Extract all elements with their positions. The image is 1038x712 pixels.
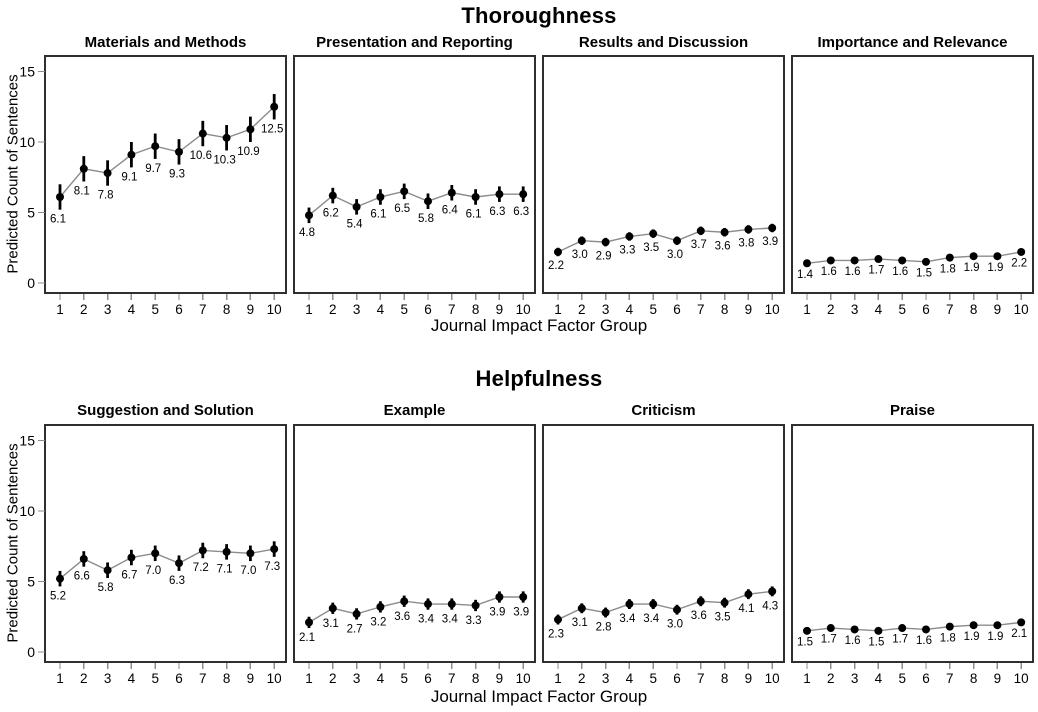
- x-tick-label: 6: [175, 302, 183, 317]
- y-tick-label: 0: [27, 644, 35, 660]
- y-tick-label: 10: [19, 134, 35, 150]
- data-point: [305, 618, 313, 626]
- data-label: 6.6: [73, 570, 90, 583]
- x-tick-label: 6: [424, 671, 432, 686]
- panel-title-praise: Praise: [889, 402, 936, 419]
- x-tick-label: 3: [352, 302, 361, 317]
- data-point: [400, 597, 408, 605]
- x-tick-label: 4: [625, 671, 634, 686]
- x-tick-label: 10: [1013, 671, 1029, 686]
- x-tick-label: 8: [969, 302, 978, 317]
- x-axis-label-bottom: Journal Impact Factor Group: [430, 687, 648, 706]
- data-label: 3.8: [738, 237, 755, 250]
- x-tick-label: 6: [673, 671, 681, 686]
- x-tick-label: 2: [329, 671, 337, 686]
- data-point: [851, 625, 859, 633]
- y-tick-label: 15: [19, 63, 35, 80]
- data-label: 5.2: [50, 590, 66, 603]
- data-point: [625, 232, 633, 240]
- data-point: [578, 237, 586, 245]
- data-label: 3.5: [643, 241, 660, 254]
- x-tick-label: 10: [266, 671, 282, 686]
- data-label: 8.1: [73, 185, 90, 198]
- y-tick-label: 5: [27, 204, 35, 221]
- data-label: 7.3: [264, 560, 281, 573]
- data-label: 3.9: [489, 606, 506, 619]
- data-point: [223, 134, 231, 142]
- x-tick-label: 2: [80, 671, 88, 686]
- data-label: 3.4: [619, 612, 636, 625]
- data-label: 3.0: [571, 248, 588, 261]
- data-point: [353, 610, 361, 618]
- data-label: 6.7: [121, 569, 138, 582]
- x-tick-label: 9: [246, 302, 255, 317]
- plot-row-helpfulness: [0, 356, 1038, 712]
- data-point: [519, 593, 527, 601]
- x-tick-label: 6: [175, 671, 183, 686]
- data-point: [151, 142, 159, 150]
- x-tick-label: 9: [246, 671, 255, 686]
- y-tick-label: 15: [19, 432, 35, 449]
- data-label: 2.8: [595, 621, 612, 634]
- data-point: [946, 623, 954, 631]
- y-axis-label-bottom: Predicted Count of Sentences: [4, 443, 22, 643]
- x-tick-label: 7: [448, 302, 456, 317]
- data-label: 6.1: [465, 208, 482, 221]
- x-tick-label: 1: [554, 302, 562, 317]
- data-point: [625, 600, 633, 608]
- data-label: 6.2: [322, 207, 339, 220]
- data-label: 5.8: [97, 581, 114, 594]
- panel-border: [45, 56, 286, 293]
- data-point: [993, 252, 1001, 260]
- data-label: 6.3: [169, 574, 185, 587]
- x-tick-label: 10: [1013, 302, 1029, 317]
- data-point: [649, 230, 657, 238]
- data-label: 1.6: [844, 266, 861, 279]
- x-tick-label: 4: [127, 671, 136, 686]
- x-tick-label: 1: [305, 671, 313, 686]
- data-label: 1.5: [797, 636, 813, 649]
- data-label: 2.2: [1011, 257, 1028, 270]
- x-tick-label: 1: [305, 302, 313, 317]
- row-title-helpfulness: Helpfulness: [475, 366, 603, 391]
- x-tick-label: 1: [56, 671, 64, 686]
- data-point: [851, 256, 859, 264]
- data-point: [827, 624, 835, 632]
- data-label: 7.1: [216, 563, 233, 576]
- data-point: [874, 255, 882, 263]
- x-tick-label: 1: [803, 671, 811, 686]
- data-label: 2.2: [548, 260, 564, 273]
- x-tick-label: 7: [199, 302, 207, 317]
- data-point: [56, 575, 64, 583]
- data-point: [649, 600, 657, 608]
- data-label: 6.4: [441, 204, 458, 217]
- x-tick-label: 4: [376, 671, 385, 686]
- x-tick-label: 10: [764, 671, 780, 686]
- data-label: 2.3: [548, 628, 564, 641]
- x-tick-label: 10: [515, 671, 531, 686]
- data-point: [329, 604, 337, 612]
- data-label: 3.1: [571, 617, 588, 630]
- x-tick-label: 2: [578, 302, 586, 317]
- x-tick-label: 7: [697, 302, 705, 317]
- x-tick-label: 3: [850, 671, 859, 686]
- data-point: [127, 554, 135, 562]
- data-label: 10.9: [237, 146, 260, 158]
- data-point: [104, 566, 112, 574]
- data-point: [270, 103, 278, 111]
- x-tick-label: 3: [103, 671, 112, 686]
- data-point: [80, 165, 88, 173]
- x-tick-label: 10: [266, 302, 282, 317]
- data-point: [874, 627, 882, 635]
- data-point: [803, 259, 811, 267]
- x-tick-label: 1: [56, 302, 64, 317]
- x-tick-label: 7: [946, 302, 954, 317]
- data-label: 1.8: [939, 263, 956, 276]
- data-point: [697, 227, 705, 235]
- data-point: [495, 593, 503, 601]
- x-tick-label: 5: [151, 671, 159, 686]
- data-point: [199, 546, 207, 554]
- data-label: 1.9: [963, 630, 980, 643]
- panel-title-results-and-discussion: Results and Discussion: [578, 34, 749, 51]
- data-point: [898, 256, 906, 264]
- data-label: 1.5: [916, 267, 932, 280]
- data-label: 1.7: [820, 633, 837, 646]
- data-point: [400, 187, 408, 195]
- data-point: [803, 627, 811, 635]
- data-label: 3.4: [643, 612, 660, 625]
- x-tick-label: 3: [601, 302, 610, 317]
- data-point: [768, 587, 776, 595]
- x-tick-label: 9: [495, 671, 504, 686]
- data-point: [673, 237, 681, 245]
- data-label: 3.1: [322, 617, 339, 630]
- x-tick-label: 5: [898, 302, 906, 317]
- data-point: [602, 609, 610, 617]
- data-label: 4.3: [762, 600, 779, 613]
- data-label: 10.3: [213, 154, 236, 167]
- data-point: [472, 193, 480, 201]
- row-title-thoroughness: Thoroughness: [461, 3, 617, 28]
- data-label: 7.8: [97, 189, 114, 202]
- data-label: 5.8: [418, 212, 434, 225]
- x-tick-label: 7: [199, 671, 207, 686]
- data-point: [424, 197, 432, 205]
- x-tick-label: 6: [922, 671, 930, 686]
- data-label: 3.2: [370, 616, 387, 629]
- data-label: 9.1: [121, 171, 138, 184]
- data-label: 5.4: [346, 218, 363, 231]
- x-tick-label: 1: [803, 302, 811, 317]
- x-tick-label: 9: [993, 671, 1002, 686]
- data-label: 4.8: [299, 227, 315, 240]
- x-tick-label: 8: [720, 302, 729, 317]
- data-point: [495, 190, 503, 198]
- data-label: 1.7: [868, 264, 885, 277]
- data-label: 3.0: [667, 618, 683, 631]
- data-point: [1017, 248, 1025, 256]
- data-label: 3.4: [441, 613, 458, 626]
- data-point: [673, 606, 681, 614]
- data-label: 1.6: [892, 266, 909, 279]
- data-label: 1.9: [987, 261, 1004, 274]
- data-label: 3.6: [714, 240, 731, 253]
- x-tick-label: 4: [376, 302, 385, 317]
- x-tick-label: 9: [993, 302, 1002, 317]
- data-label: 1.6: [844, 635, 861, 648]
- x-tick-label: 5: [649, 302, 657, 317]
- x-tick-label: 8: [222, 671, 231, 686]
- data-label: 6.5: [394, 203, 411, 216]
- data-label: 10.6: [189, 150, 212, 163]
- panel-title-suggestion-and-solution: Suggestion and Solution: [77, 402, 254, 419]
- x-tick-label: 3: [601, 671, 610, 686]
- x-tick-label: 1: [554, 671, 562, 686]
- panel-border: [45, 425, 286, 662]
- data-point: [472, 601, 480, 609]
- panel-title-criticism: Criticism: [631, 402, 696, 419]
- y-tick-label: 0: [27, 275, 35, 291]
- x-tick-label: 4: [127, 302, 136, 317]
- x-tick-label: 8: [471, 302, 480, 317]
- data-point: [578, 604, 586, 612]
- x-axis-label-top: Journal Impact Factor Group: [430, 316, 648, 335]
- data-label: 3.6: [394, 610, 411, 623]
- x-tick-label: 7: [448, 671, 456, 686]
- data-point: [1017, 618, 1025, 626]
- x-tick-label: 3: [352, 671, 361, 686]
- data-point: [127, 151, 135, 159]
- x-tick-label: 2: [827, 302, 835, 317]
- data-point: [104, 169, 112, 177]
- data-label: 9.3: [169, 168, 185, 181]
- data-point: [223, 548, 231, 556]
- data-point: [448, 189, 456, 197]
- data-point: [353, 203, 361, 211]
- data-point: [827, 256, 835, 264]
- x-tick-label: 9: [495, 302, 504, 317]
- data-point: [922, 625, 930, 633]
- data-label: 3.3: [465, 615, 482, 628]
- x-tick-label: 3: [850, 302, 859, 317]
- x-tick-label: 10: [764, 302, 780, 317]
- x-tick-label: 5: [400, 302, 408, 317]
- data-label: 7.2: [192, 562, 209, 575]
- data-label: 6.1: [370, 208, 387, 221]
- data-point: [376, 193, 384, 201]
- x-tick-label: 9: [744, 671, 753, 686]
- data-label: 3.9: [513, 606, 530, 619]
- data-label: 9.7: [145, 162, 162, 175]
- data-label: 3.5: [714, 611, 731, 624]
- data-point: [970, 621, 978, 629]
- x-tick-label: 2: [80, 302, 88, 317]
- data-label: 1.4: [797, 268, 813, 281]
- data-label: 12.5: [261, 123, 284, 136]
- data-point: [602, 238, 610, 246]
- panel-border: [294, 56, 535, 293]
- data-label: 2.7: [346, 623, 363, 636]
- data-point: [519, 190, 527, 198]
- x-tick-label: 4: [625, 302, 634, 317]
- data-label: 2.1: [299, 632, 315, 645]
- data-point: [329, 192, 337, 200]
- data-label: 7.0: [145, 565, 162, 578]
- x-tick-label: 8: [222, 302, 231, 317]
- series-line: [807, 622, 1021, 630]
- x-tick-label: 4: [874, 302, 883, 317]
- data-label: 3.0: [667, 248, 683, 261]
- panel-title-presentation-and-reporting: Presentation and Reporting: [316, 34, 513, 51]
- data-point: [199, 130, 207, 138]
- data-point: [175, 148, 183, 156]
- data-label: 3.6: [690, 610, 707, 623]
- x-tick-label: 7: [946, 671, 954, 686]
- data-point: [721, 599, 729, 607]
- x-tick-label: 8: [471, 671, 480, 686]
- data-label: 6.1: [50, 213, 66, 226]
- panel-title-example: Example: [383, 402, 446, 419]
- data-point: [246, 125, 254, 133]
- data-point: [744, 225, 752, 233]
- x-tick-label: 10: [515, 302, 531, 317]
- x-tick-label: 2: [329, 302, 337, 317]
- x-tick-label: 9: [744, 302, 753, 317]
- data-label: 3.3: [619, 244, 636, 257]
- data-point: [305, 211, 313, 219]
- x-tick-label: 5: [400, 671, 408, 686]
- data-label: 1.6: [916, 635, 932, 648]
- data-point: [721, 228, 729, 236]
- x-tick-label: 4: [874, 671, 883, 686]
- data-point: [270, 545, 278, 553]
- data-label: 1.7: [892, 633, 909, 646]
- y-tick-label: 5: [27, 573, 35, 590]
- panel-title-importance-and-relevance: Importance and Relevance: [817, 34, 1008, 51]
- data-label: 3.7: [690, 239, 707, 252]
- data-point: [768, 224, 776, 232]
- x-tick-label: 2: [578, 671, 586, 686]
- x-tick-label: 5: [898, 671, 906, 686]
- data-label: 3.4: [418, 613, 434, 626]
- data-point: [424, 600, 432, 608]
- x-tick-label: 5: [649, 671, 657, 686]
- data-point: [554, 616, 562, 624]
- data-point: [744, 590, 752, 598]
- data-point: [946, 254, 954, 262]
- data-point: [993, 621, 1001, 629]
- x-tick-label: 2: [827, 671, 835, 686]
- data-point: [970, 252, 978, 260]
- x-tick-label: 6: [424, 302, 432, 317]
- data-point: [898, 624, 906, 632]
- data-point: [80, 555, 88, 563]
- data-label: 6.3: [489, 205, 506, 218]
- data-label: 3.9: [762, 236, 779, 249]
- y-tick-label: 10: [19, 503, 35, 519]
- x-tick-label: 3: [103, 302, 112, 317]
- data-point: [697, 597, 705, 605]
- data-point: [376, 603, 384, 611]
- y-axis-label-top: Predicted Count of Sentences: [4, 74, 22, 274]
- data-point: [922, 258, 930, 266]
- data-label: 2.9: [595, 250, 612, 263]
- data-label: 1.6: [820, 266, 837, 279]
- data-label: 1.9: [963, 261, 980, 274]
- data-point: [175, 559, 183, 567]
- x-tick-label: 6: [922, 302, 930, 317]
- x-tick-label: 7: [697, 671, 705, 686]
- data-label: 1.8: [939, 632, 956, 645]
- data-label: 7.0: [240, 565, 257, 578]
- x-tick-label: 8: [969, 671, 978, 686]
- data-label: 4.1: [738, 603, 755, 616]
- x-tick-label: 8: [720, 671, 729, 686]
- panel-title-materials-and-methods: Materials and Methods: [84, 34, 247, 51]
- data-point: [151, 549, 159, 557]
- data-label: 1.9: [987, 630, 1004, 643]
- x-tick-label: 6: [673, 302, 681, 317]
- x-tick-label: 5: [151, 302, 159, 317]
- data-point: [554, 248, 562, 256]
- data-point: [246, 549, 254, 557]
- data-label: 6.3: [513, 205, 530, 218]
- data-point: [56, 193, 64, 201]
- data-label: 1.5: [868, 636, 885, 649]
- data-label: 2.1: [1011, 628, 1028, 641]
- data-point: [448, 600, 456, 608]
